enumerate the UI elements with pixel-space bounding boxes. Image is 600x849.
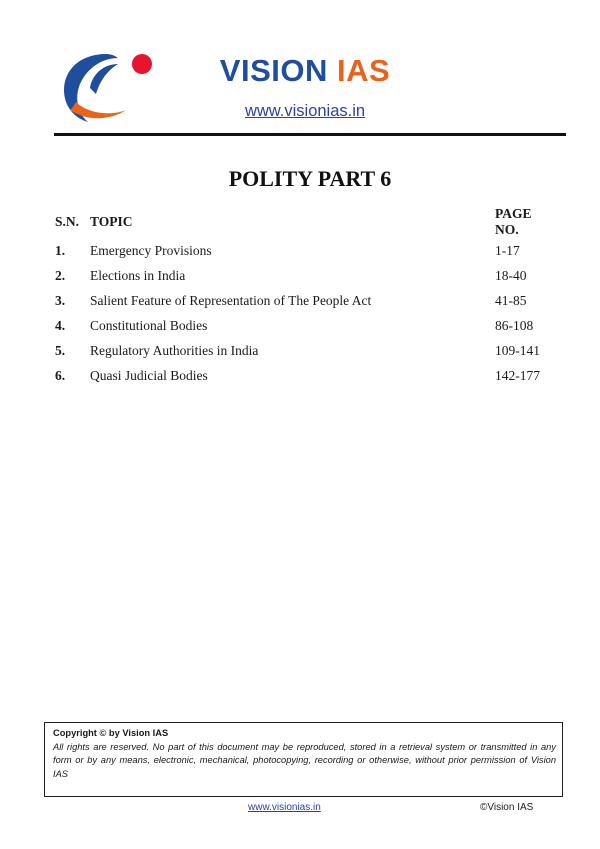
toc-pages: 1-17 bbox=[495, 242, 520, 258]
footer-website-link[interactable]: www.visionias.in bbox=[248, 802, 321, 813]
copyright-body: All rights are reserved. No part of this document may be reproduced, stored in a retrieval system or transmitted in any form or by any means, electronic, mechanical, photocopying, recording or otherwise, without prior permission of Vision IAS bbox=[53, 741, 556, 779]
table-row bbox=[55, 238, 555, 263]
footer-copyright: ©Vision IAS bbox=[480, 802, 534, 813]
toc-pages: 142-177 bbox=[495, 367, 540, 383]
table-row bbox=[55, 263, 555, 288]
toc-topic: Salient Feature of Representation of The People Act bbox=[90, 292, 372, 308]
table-row bbox=[55, 363, 555, 388]
toc-topic: Constitutional Bodies bbox=[90, 317, 208, 333]
toc-header-row bbox=[55, 206, 555, 238]
table-of-contents bbox=[55, 206, 555, 388]
document-title: POLITY PART 6 bbox=[228, 166, 392, 191]
toc-sn: 3. bbox=[55, 292, 66, 308]
toc-header-page: PAGE NO. bbox=[495, 206, 532, 237]
brand-vision: VISION bbox=[219, 53, 328, 88]
toc-pages: 109-141 bbox=[495, 342, 540, 358]
toc-topic: Quasi Judicial Bodies bbox=[90, 367, 208, 383]
toc-header-sn: S.N. bbox=[55, 214, 80, 229]
toc-pages: 86-108 bbox=[495, 317, 534, 333]
toc-pages: 18-40 bbox=[495, 267, 527, 283]
toc-pages: 41-85 bbox=[495, 292, 527, 308]
toc-sn: 1. bbox=[55, 242, 66, 258]
copyright-box bbox=[44, 722, 563, 797]
header-website-link[interactable]: www.visionias.in bbox=[244, 102, 366, 120]
brand-ias: IAS bbox=[337, 53, 391, 88]
vision-ias-logo-icon bbox=[60, 46, 160, 126]
toc-topic: Emergency Provisions bbox=[90, 242, 212, 258]
toc-topic: Elections in India bbox=[90, 267, 186, 283]
table-row bbox=[55, 313, 555, 338]
toc-sn: 2. bbox=[55, 267, 66, 283]
toc-header-topic: TOPIC bbox=[90, 214, 133, 229]
brand-name bbox=[205, 52, 405, 90]
header-divider bbox=[54, 133, 566, 136]
copyright-heading: Copyright © by Vision IAS bbox=[53, 728, 169, 738]
toc-sn: 4. bbox=[55, 317, 66, 333]
table-row bbox=[55, 338, 555, 363]
toc-sn: 6. bbox=[55, 367, 66, 383]
table-row bbox=[55, 288, 555, 313]
toc-topic: Regulatory Authorities in India bbox=[90, 342, 259, 358]
toc-sn: 5. bbox=[55, 342, 66, 358]
